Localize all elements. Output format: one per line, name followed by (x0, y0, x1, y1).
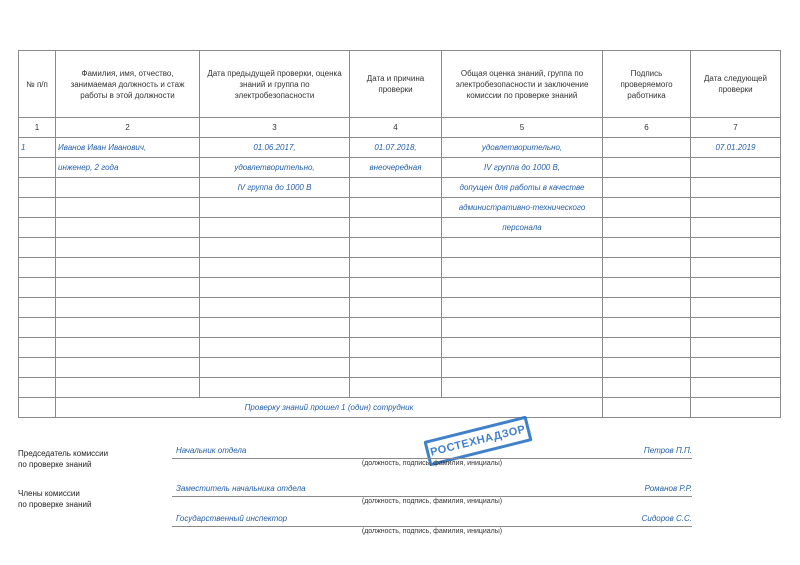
table-row (19, 218, 781, 238)
table-cell (56, 338, 200, 358)
table-cell (442, 338, 603, 358)
table-cell (603, 318, 691, 338)
table-row (19, 258, 781, 278)
table-row (19, 158, 781, 178)
header-number: № п/п (19, 51, 56, 118)
table-row (19, 178, 781, 198)
chairman-position: Начальник отдела (176, 446, 247, 455)
chairman-label: Председатель комиссии по проверке знаний (18, 449, 109, 469)
table-row (19, 298, 781, 318)
header-signature: Подпись проверяемого работника (603, 51, 691, 118)
header-next-check: Дата следующей проверки (691, 51, 781, 118)
summary-text: Проверку знаний прошел 1 (один) сотрудник (56, 398, 603, 418)
column-number: 4 (350, 118, 442, 138)
table-cell (56, 298, 200, 318)
table-cell (200, 378, 350, 398)
table-cell (19, 358, 56, 378)
table-cell (19, 298, 56, 318)
member-1-caption: (должность, подпись, фамилия, инициалы) (361, 498, 503, 505)
table-cell (350, 198, 442, 218)
table-row (19, 278, 781, 298)
table-row (19, 338, 781, 358)
table-row (19, 138, 781, 158)
table-cell (19, 238, 56, 258)
member-1-position: Заместитель начальника отдела (176, 484, 306, 493)
column-number: 6 (603, 118, 691, 138)
chairman-caption: (должность, подпись, фамилия, инициалы) (361, 460, 503, 467)
table-cell: персонала (442, 218, 603, 238)
table-cell: 01.06.2017, (200, 138, 350, 158)
table-cell (442, 298, 603, 318)
table-cell (19, 278, 56, 298)
header-assessment: Общая оценка знаний, группа по электробезопасности и заключение комиссии по проверке знаний (442, 51, 603, 118)
member-2-caption: (должность, подпись, фамилия, инициалы) (361, 528, 503, 535)
column-number: 2 (56, 118, 200, 138)
table-cell: административно-технического (442, 198, 603, 218)
table-cell (19, 378, 56, 398)
table-cell (200, 338, 350, 358)
table-cell (19, 218, 56, 238)
table-cell (603, 358, 691, 378)
table-cell (691, 238, 781, 258)
table-cell (691, 358, 781, 378)
table-cell (691, 278, 781, 298)
member-1-name: Романов Р.Р. (644, 484, 692, 493)
table-cell (350, 358, 442, 378)
table-cell (200, 278, 350, 298)
table-cell: 01.07.2018, (350, 138, 442, 158)
table-cell (603, 258, 691, 278)
table-cell (442, 278, 603, 298)
table-cell (350, 238, 442, 258)
table-cell (200, 218, 350, 238)
table-cell (603, 278, 691, 298)
header-name: Фамилия, имя, отчество, занимаемая должность и стаж работы в этой должности (56, 51, 200, 118)
table-cell (691, 378, 781, 398)
table-cell: внеочередная (350, 158, 442, 178)
table-cell (350, 278, 442, 298)
column-number: 7 (691, 118, 781, 138)
table-cell (200, 318, 350, 338)
chairman-signature-line (172, 458, 692, 459)
members-label: Члены комиссии по проверке знаний (18, 489, 92, 509)
table-cell (56, 238, 200, 258)
table-cell (200, 198, 350, 218)
table-cell (200, 358, 350, 378)
table-cell (350, 218, 442, 238)
table-cell (56, 258, 200, 278)
table-cell (691, 338, 781, 358)
table-cell (603, 298, 691, 318)
table-cell (19, 258, 56, 278)
table-cell (350, 298, 442, 318)
column-number: 1 (19, 118, 56, 138)
table-cell (691, 158, 781, 178)
table-cell (56, 198, 200, 218)
table-cell (603, 378, 691, 398)
table-cell (56, 358, 200, 378)
table-cell (19, 338, 56, 358)
table-cell (350, 258, 442, 278)
table-cell (442, 378, 603, 398)
table-cell (603, 198, 691, 218)
table-cell (603, 338, 691, 358)
table-cell (19, 318, 56, 338)
member-1-signature-line (172, 496, 692, 497)
chairman-name: Петров П.П. (643, 446, 692, 455)
table-cell (603, 178, 691, 198)
table-cell: Иванов Иван Иванович, (56, 138, 200, 158)
column-number: 3 (200, 118, 350, 138)
table-cell: инженер, 2 года (56, 158, 200, 178)
table-cell (56, 278, 200, 298)
table-cell (56, 178, 200, 198)
table-cell (350, 178, 442, 198)
table-cell (350, 318, 442, 338)
table-cell (56, 378, 200, 398)
table-cell (200, 238, 350, 258)
table-cell: 1 (19, 138, 56, 158)
table-row (19, 198, 781, 218)
table-cell (691, 258, 781, 278)
table-cell: удовлетворительно, (442, 138, 603, 158)
member-2-position: Государственный инспектор (176, 514, 288, 523)
table-cell (350, 338, 442, 358)
header-check-date: Дата и причина проверки (350, 51, 442, 118)
table-cell (56, 318, 200, 338)
table-cell (19, 158, 56, 178)
table-cell (603, 398, 691, 418)
table-cell (442, 238, 603, 258)
table-cell: 07.01.2019 (691, 138, 781, 158)
table-cell: допущен для работы в качестве (442, 178, 603, 198)
table-cell (603, 158, 691, 178)
table-cell (200, 258, 350, 278)
table-cell (603, 218, 691, 238)
table-cell (442, 258, 603, 278)
member-2-signature-line (172, 526, 692, 527)
knowledge-check-table (18, 50, 781, 418)
rostechnadzor-stamp: РОСТЕХНАДЗОР (423, 416, 532, 467)
table-row (19, 318, 781, 338)
table-cell (19, 198, 56, 218)
member-2-name: Сидоров С.С. (641, 514, 692, 523)
table-row (19, 378, 781, 398)
header-previous-check: Дата предыдущей проверки, оценка знаний и группа по электробезопасности (200, 51, 350, 118)
table-cell (56, 218, 200, 238)
table-cell (19, 178, 56, 198)
column-number: 5 (442, 118, 603, 138)
table-cell (691, 198, 781, 218)
table-cell (691, 398, 781, 418)
table-cell (691, 298, 781, 318)
table-cell (19, 398, 56, 418)
table-cell (200, 298, 350, 318)
table-cell (691, 318, 781, 338)
table-cell (691, 218, 781, 238)
table-cell: удовлетворительно, (200, 158, 350, 178)
table-cell (691, 178, 781, 198)
table-row (19, 398, 781, 418)
table-cell: IV группа до 1000 В, (442, 158, 603, 178)
table-row (19, 238, 781, 258)
table-row (19, 358, 781, 378)
table-cell (603, 238, 691, 258)
table-cell: IV группа до 1000 В (200, 178, 350, 198)
table-cell (442, 318, 603, 338)
column-number-row (19, 118, 781, 138)
table-cell (350, 378, 442, 398)
table-cell (603, 138, 691, 158)
table-cell (442, 358, 603, 378)
